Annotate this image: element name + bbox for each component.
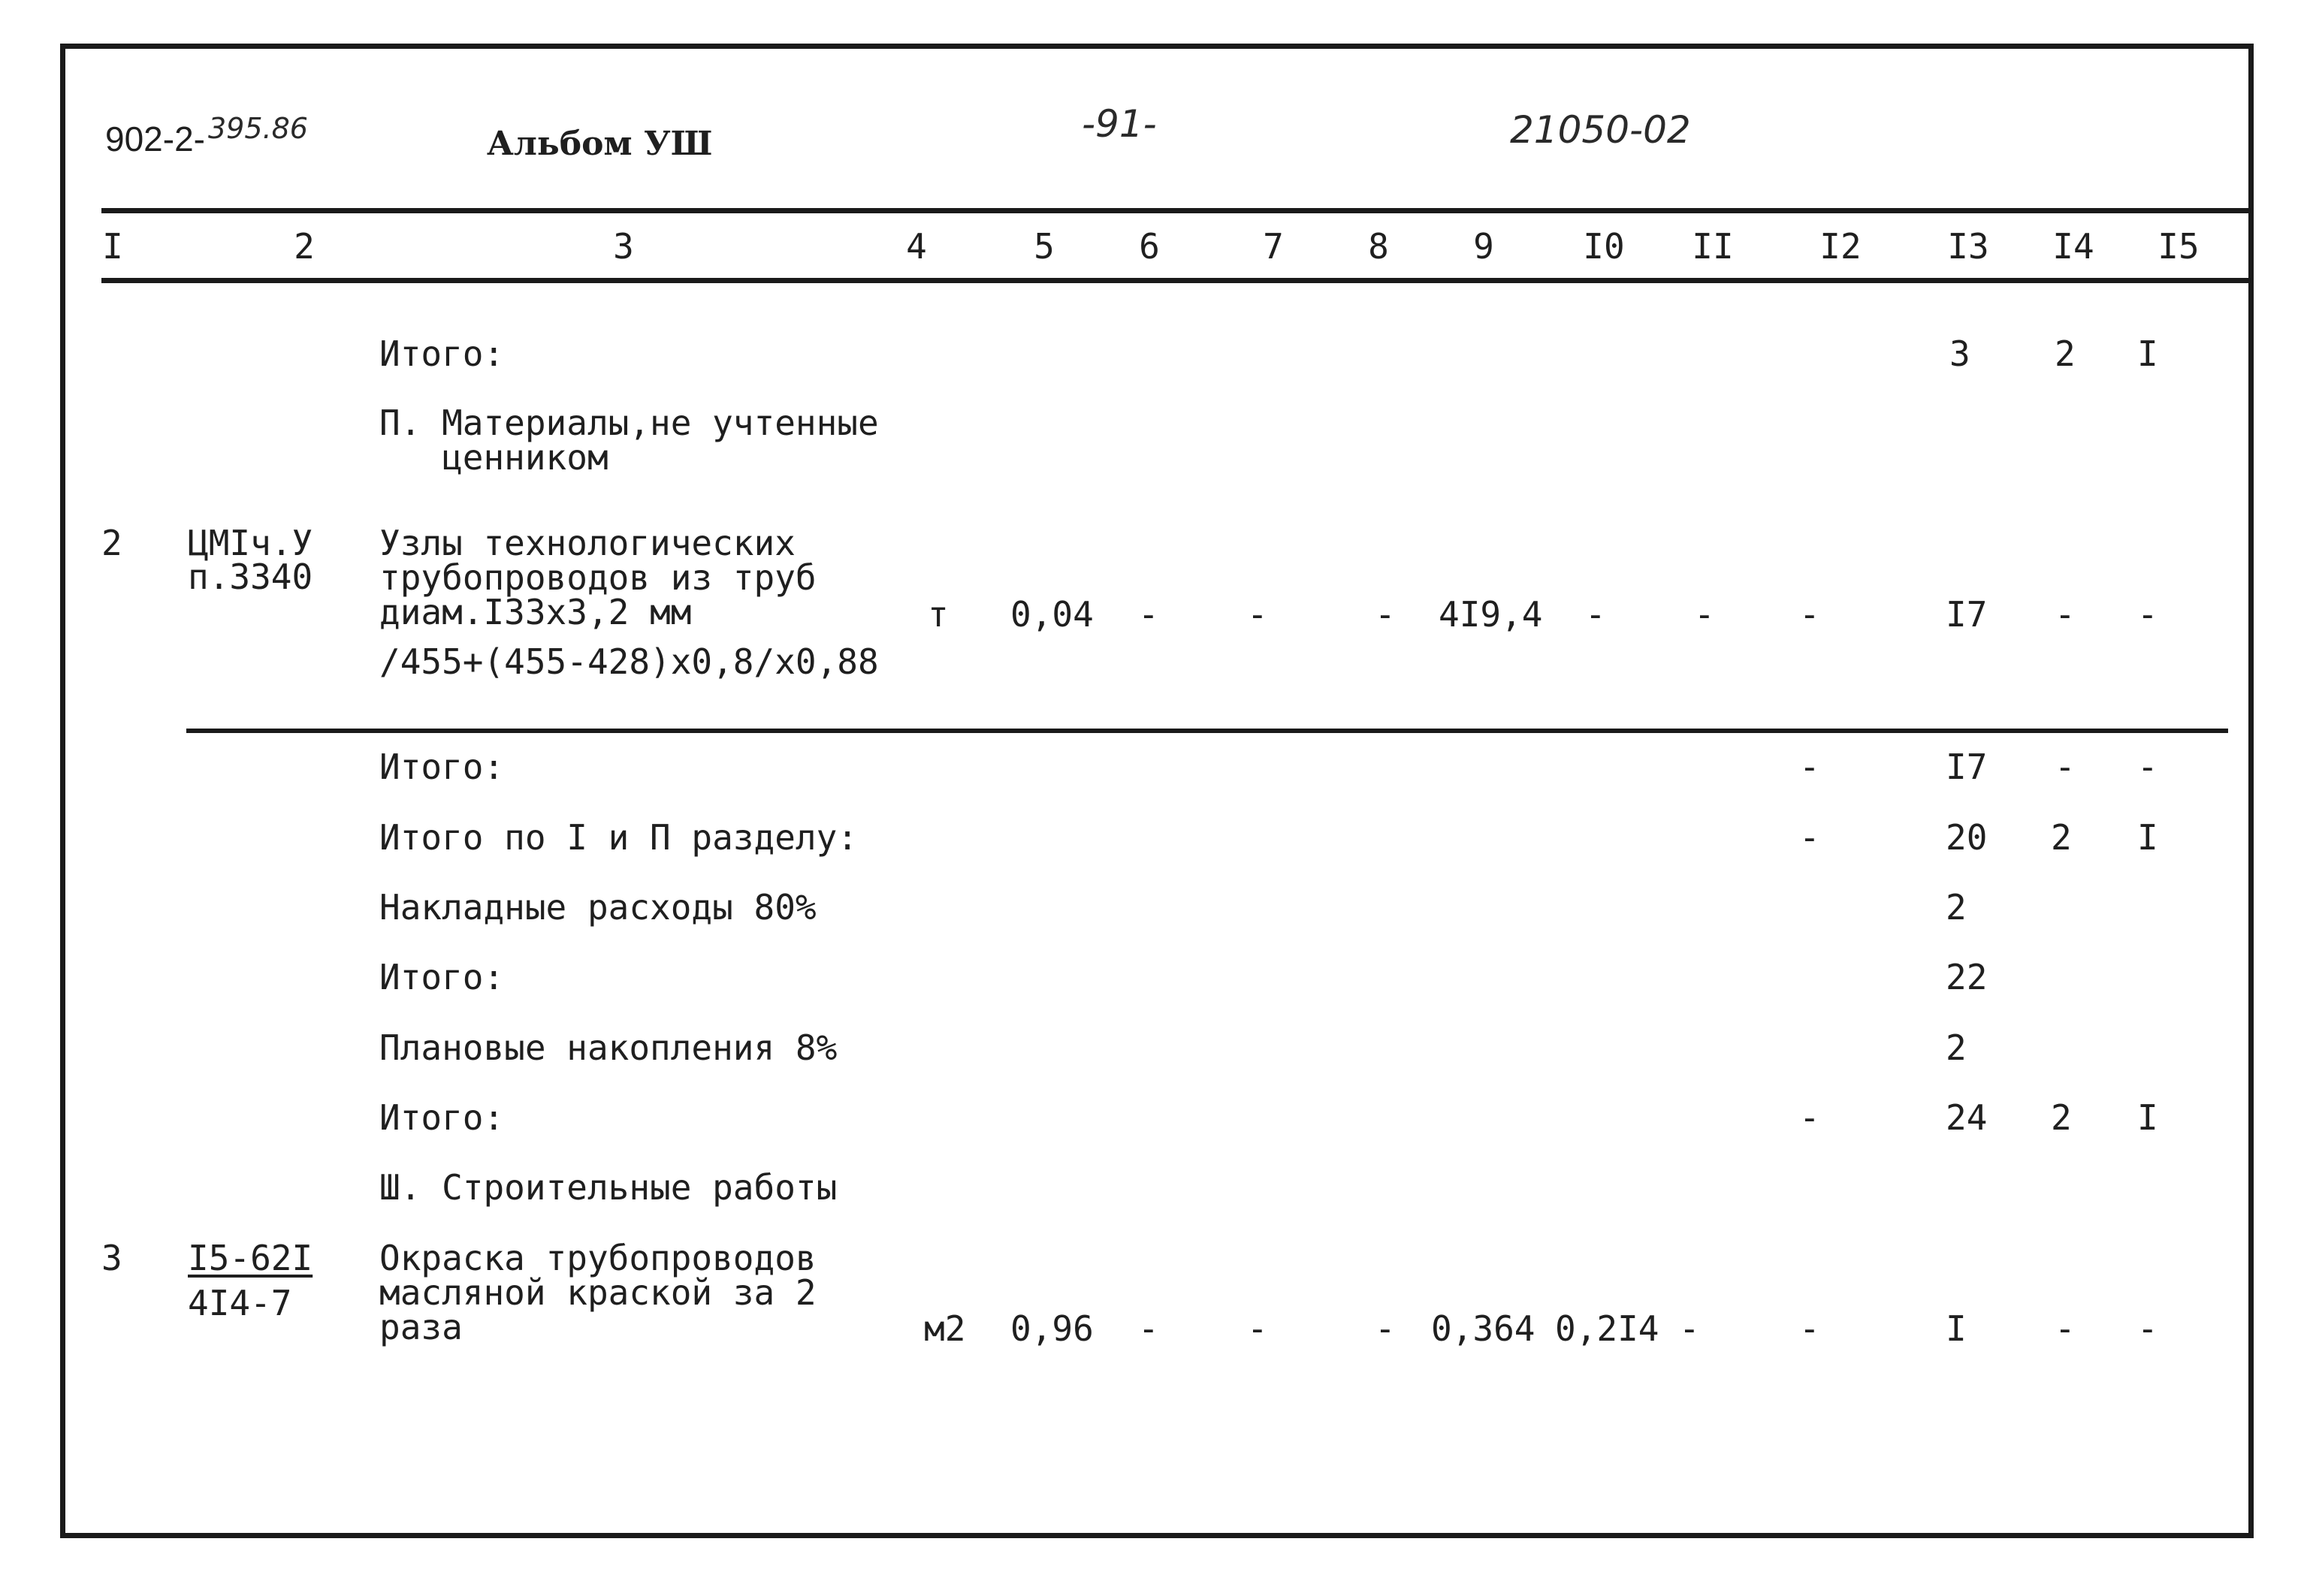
row9-c10: 0,2I4 (1555, 1308, 1659, 1349)
row8-c15: I (2137, 1097, 2158, 1138)
col-10: I0 (1583, 226, 1625, 267)
row9-code1: I5-62I (188, 1238, 313, 1278)
row2-code2: п.3340 (188, 557, 313, 597)
album-title: Альбом УШ (487, 125, 713, 163)
row4-desc: Итого по I и П разделу: (379, 817, 858, 858)
row9-c12: - (1799, 1308, 1820, 1349)
section2-title: П. Материалы,не учтенные ценником (379, 403, 879, 478)
row9-c9: 0,364 (1431, 1308, 1535, 1349)
col-13: I3 (1947, 226, 1989, 267)
row9-c15: - (2137, 1308, 2158, 1349)
row8-desc: Итого: (379, 1097, 505, 1138)
row3-c14: - (2055, 747, 2076, 787)
project-code: 21050-02 (1510, 108, 1691, 152)
row8-c13: 24 (1946, 1097, 1988, 1138)
col-9: 9 (1473, 226, 1494, 267)
row1-desc: Итого: (379, 333, 505, 374)
row9-c5: 0,96 (1010, 1308, 1094, 1349)
row2-c9: 4I9,4 (1439, 594, 1543, 635)
col-7: 7 (1263, 226, 1284, 267)
row4-c15: I (2137, 817, 2158, 858)
section3-title: Ш. Строительные работы (379, 1167, 838, 1208)
row3-c15: - (2137, 747, 2158, 787)
row1-c14: 2 (2055, 333, 2076, 374)
row2-c12: - (1799, 594, 1820, 635)
header-top-rule (101, 208, 2250, 213)
row3-desc: Итого: (379, 747, 505, 787)
row3-c12: - (1799, 747, 1820, 787)
row6-desc: Итого: (379, 957, 505, 997)
row2-c13: I7 (1946, 594, 1988, 635)
section-separator-rule (186, 729, 2228, 733)
row5-c13: 2 (1946, 887, 1967, 928)
row8-c12: - (1799, 1097, 1820, 1138)
row9-unit: м2 (924, 1308, 966, 1349)
col-3: 3 (613, 226, 634, 267)
row2-num: 2 (101, 523, 122, 563)
row9-c11: - (1679, 1308, 1700, 1349)
row2-c10: - (1585, 594, 1606, 635)
row2-code1: ЦМIч.У (188, 523, 313, 563)
row9-c13: I (1946, 1308, 1967, 1349)
row7-c13: 2 (1946, 1027, 1967, 1068)
row1-c13: 3 (1949, 333, 1970, 374)
doc-code-handwritten: 395.86 (208, 112, 308, 145)
row2-c7: - (1247, 594, 1268, 635)
row2-unit: т (928, 594, 949, 635)
row3-c13: I7 (1946, 747, 1988, 787)
col-11: II (1692, 226, 1734, 267)
row4-c14: 2 (2051, 817, 2072, 858)
row9-c14: - (2055, 1308, 2076, 1349)
row4-c13: 20 (1946, 817, 1988, 858)
row5-desc: Накладные расходы 80% (379, 887, 817, 928)
col-5: 5 (1034, 226, 1055, 267)
col-2: 2 (294, 226, 315, 267)
col-12: I2 (1819, 226, 1862, 267)
row9-c7: - (1247, 1308, 1268, 1349)
row2-c15: - (2137, 594, 2158, 635)
header-bottom-rule (101, 278, 2250, 283)
row9-code2: 4I4-7 (188, 1283, 292, 1323)
col-6: 6 (1139, 226, 1160, 267)
col-14: I4 (2052, 226, 2094, 267)
row9-num: 3 (101, 1238, 122, 1278)
row9-c8: - (1375, 1308, 1396, 1349)
row2-c8: - (1375, 594, 1396, 635)
row9-c6: - (1138, 1308, 1159, 1349)
row9-desc: Окраска трубопроводов масляной краской за 2 раза (379, 1238, 817, 1347)
row4-c12: - (1799, 817, 1820, 858)
row2-c14: - (2055, 594, 2076, 635)
row6-c13: 22 (1946, 957, 1988, 997)
row1-c15: I (2137, 333, 2158, 374)
row7-desc: Плановые накопления 8% (379, 1027, 838, 1068)
doc-code: 902-2- (105, 119, 205, 158)
row2-formula: /455+(455-428)х0,8/х0,88 (379, 641, 879, 682)
col-8: 8 (1368, 226, 1389, 267)
row8-c14: 2 (2051, 1097, 2072, 1138)
row2-c11: - (1694, 594, 1715, 635)
page-number: -91- (1082, 102, 1157, 146)
col-4: 4 (906, 226, 927, 267)
row2-c6: - (1138, 594, 1159, 635)
row2-c5: 0,04 (1010, 594, 1094, 635)
col-1: I (102, 226, 123, 267)
col-15: I5 (2158, 226, 2200, 267)
row2-desc: Узлы технологических трубопроводов из труб диам.I33х3,2 мм (379, 523, 817, 632)
